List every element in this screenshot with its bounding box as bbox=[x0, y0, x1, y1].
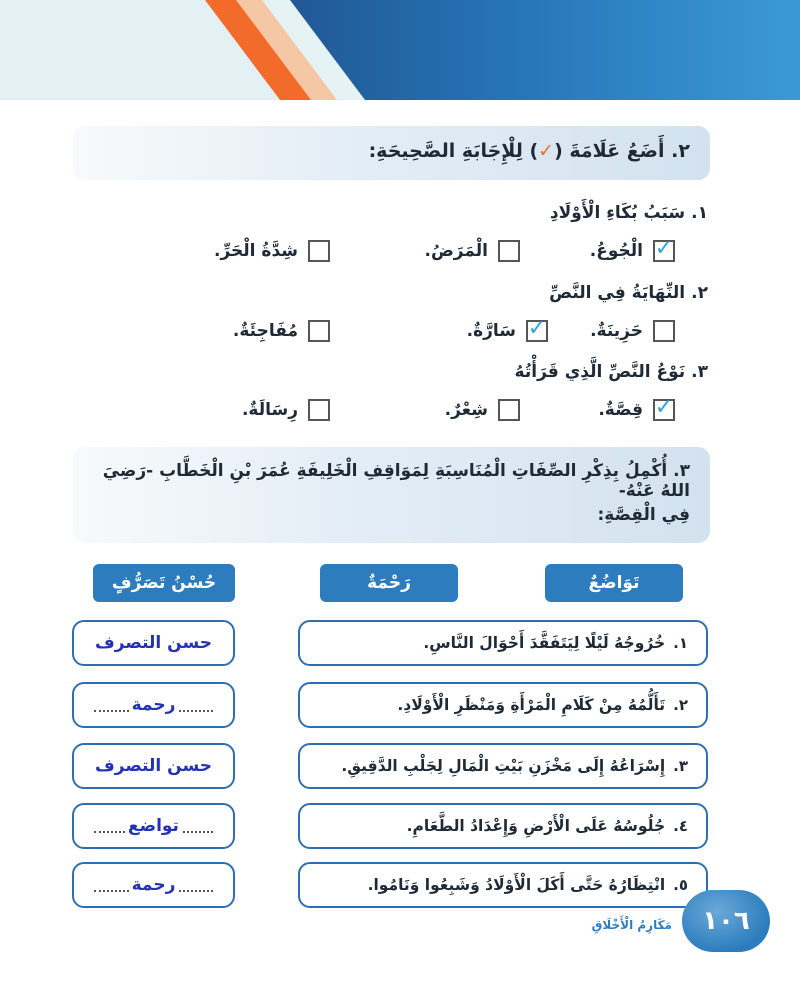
answer-handwriting: رحمة bbox=[131, 695, 176, 715]
row-text: تَأَلُّمُهُ مِنْ كَلَامِ الْمَرْأَةِ وَمَنْظَرِ الْأَوْلَادِ. bbox=[397, 696, 666, 714]
row-text: انْتِظَارُهُ حَتَّى أَكَلَ الْأَوْلَادُ وَشَبِعُوا وَنَامُوا. bbox=[367, 876, 666, 894]
question-2 bbox=[549, 283, 708, 303]
option-q2-a[interactable] bbox=[590, 318, 675, 344]
checkbox[interactable] bbox=[308, 240, 330, 262]
section-1-title-start: ٢. أَضَعُ عَلَامَةَ ( bbox=[554, 140, 690, 162]
statement-row-5 bbox=[298, 862, 708, 908]
question-1 bbox=[550, 203, 708, 223]
option-label: الْمَرَضُ. bbox=[424, 241, 488, 261]
option-q1-a[interactable] bbox=[590, 238, 675, 264]
check-icon: ✓ bbox=[654, 236, 674, 261]
option-q3-a[interactable] bbox=[598, 397, 675, 423]
checkbox[interactable] bbox=[526, 316, 548, 342]
tag-good-conduct: حُسْنُ تَصَرُّفٍ bbox=[93, 564, 235, 602]
book-name: مَكَارِمُ الْأَخْلَاقِ bbox=[591, 918, 672, 932]
row-number: ٥. bbox=[673, 876, 688, 894]
option-q2-b[interactable] bbox=[467, 318, 548, 344]
option-label: شِدَّةُ الْحَرِّ. bbox=[214, 241, 298, 261]
checkbox[interactable] bbox=[653, 236, 675, 262]
question-number: ٣. bbox=[691, 362, 708, 382]
answer-handwriting: رحمة bbox=[131, 875, 176, 895]
row-text: جُلُوسُهُ عَلَى الْأَرْضِ وَإِعْدَادُ الطَّعَامِ. bbox=[406, 817, 666, 835]
answer-handwriting: حسن التصرف bbox=[95, 756, 212, 776]
section-2-title-line1: ٣. أُكْمِلُ بِذِكْرِ الصِّفَاتِ الْمُنَاسِبَةِ لِمَوَاقِفِ الْخَلِيفَةِ عُمَرَ بْنِ الْخَطَّابِ -رَضِيَ اللهُ عَنْهُ- bbox=[102, 461, 690, 501]
tag-mercy: رَحْمَةٌ bbox=[320, 564, 458, 602]
section-2-title-line2: فِي الْقِصَّةِ: bbox=[597, 505, 690, 525]
question-3 bbox=[515, 362, 708, 382]
header-banner bbox=[0, 0, 800, 100]
option-label: شِعْرٌ. bbox=[444, 400, 488, 420]
option-label: قِصَّةٌ. bbox=[598, 400, 643, 420]
row-number: ٣. bbox=[673, 757, 688, 775]
answer-field-4[interactable] bbox=[72, 803, 235, 849]
row-number: ٤. bbox=[673, 817, 688, 835]
row-number: ٢. bbox=[673, 696, 688, 714]
tag-humility: تَوَاضُعٌ bbox=[545, 564, 683, 602]
answer-field-5[interactable] bbox=[72, 862, 235, 908]
option-q3-b[interactable] bbox=[445, 397, 520, 423]
option-label: مُفَاجِئَةٌ. bbox=[232, 321, 298, 341]
checkbox[interactable] bbox=[308, 320, 330, 342]
option-q1-c[interactable] bbox=[214, 238, 330, 264]
row-text: إِسْرَاعُهُ إِلَى مَخْزَنِ بَيْتِ الْمَالِ لِجَلْبِ الدَّقِيقِ. bbox=[341, 757, 666, 775]
statement-row-3 bbox=[298, 743, 708, 789]
section-2-header bbox=[73, 447, 710, 543]
check-icon: ✓ bbox=[527, 316, 547, 341]
option-label: الْجُوعُ. bbox=[589, 241, 643, 261]
row-text: خُرُوجُهُ لَيْلًا لِيَتَفَقَّدَ أَحْوَالَ النَّاسِ. bbox=[423, 634, 666, 652]
option-label: سَارَّةٌ. bbox=[466, 321, 516, 341]
row-number: ١. bbox=[673, 634, 688, 652]
checkbox[interactable] bbox=[498, 240, 520, 262]
question-text: نَوْعُ النَّصِّ الَّذِي قَرَأْتُهُ bbox=[514, 362, 686, 382]
answer-field-2[interactable] bbox=[72, 682, 235, 728]
checkbox[interactable] bbox=[653, 395, 675, 421]
question-text: النِّهَايَةُ فِي النَّصِّ bbox=[549, 283, 686, 303]
statement-row-4 bbox=[298, 803, 708, 849]
answer-handwriting: حسن التصرف bbox=[95, 633, 212, 653]
checkbox[interactable] bbox=[308, 399, 330, 421]
option-q3-c[interactable] bbox=[242, 397, 330, 423]
statement-row-2 bbox=[298, 682, 708, 728]
question-number: ٢. bbox=[691, 283, 708, 303]
page-number: ١٠٦ bbox=[682, 890, 770, 952]
question-text: سَبَبُ بُكَاءِ الْأَوْلَادِ bbox=[549, 203, 686, 223]
answer-field-1[interactable] bbox=[72, 620, 235, 666]
section-1-header bbox=[73, 126, 710, 180]
option-q1-b[interactable] bbox=[424, 238, 520, 264]
check-mark-icon: ✓ bbox=[538, 140, 555, 162]
checkbox[interactable] bbox=[653, 320, 675, 342]
answer-field-3[interactable] bbox=[72, 743, 235, 789]
check-icon: ✓ bbox=[654, 395, 674, 420]
statement-row-1 bbox=[298, 620, 708, 666]
checkbox[interactable] bbox=[498, 399, 520, 421]
question-number: ١. bbox=[691, 203, 708, 223]
option-label: حَزِينَةٌ. bbox=[590, 321, 643, 341]
option-label: رِسَالَةٌ. bbox=[241, 400, 298, 420]
answer-handwriting: تواضع bbox=[128, 816, 179, 836]
option-q2-c[interactable] bbox=[233, 318, 330, 344]
section-1-title-end: ) لِلْإِجَابَةِ الصَّحِيحَةِ: bbox=[368, 140, 539, 162]
